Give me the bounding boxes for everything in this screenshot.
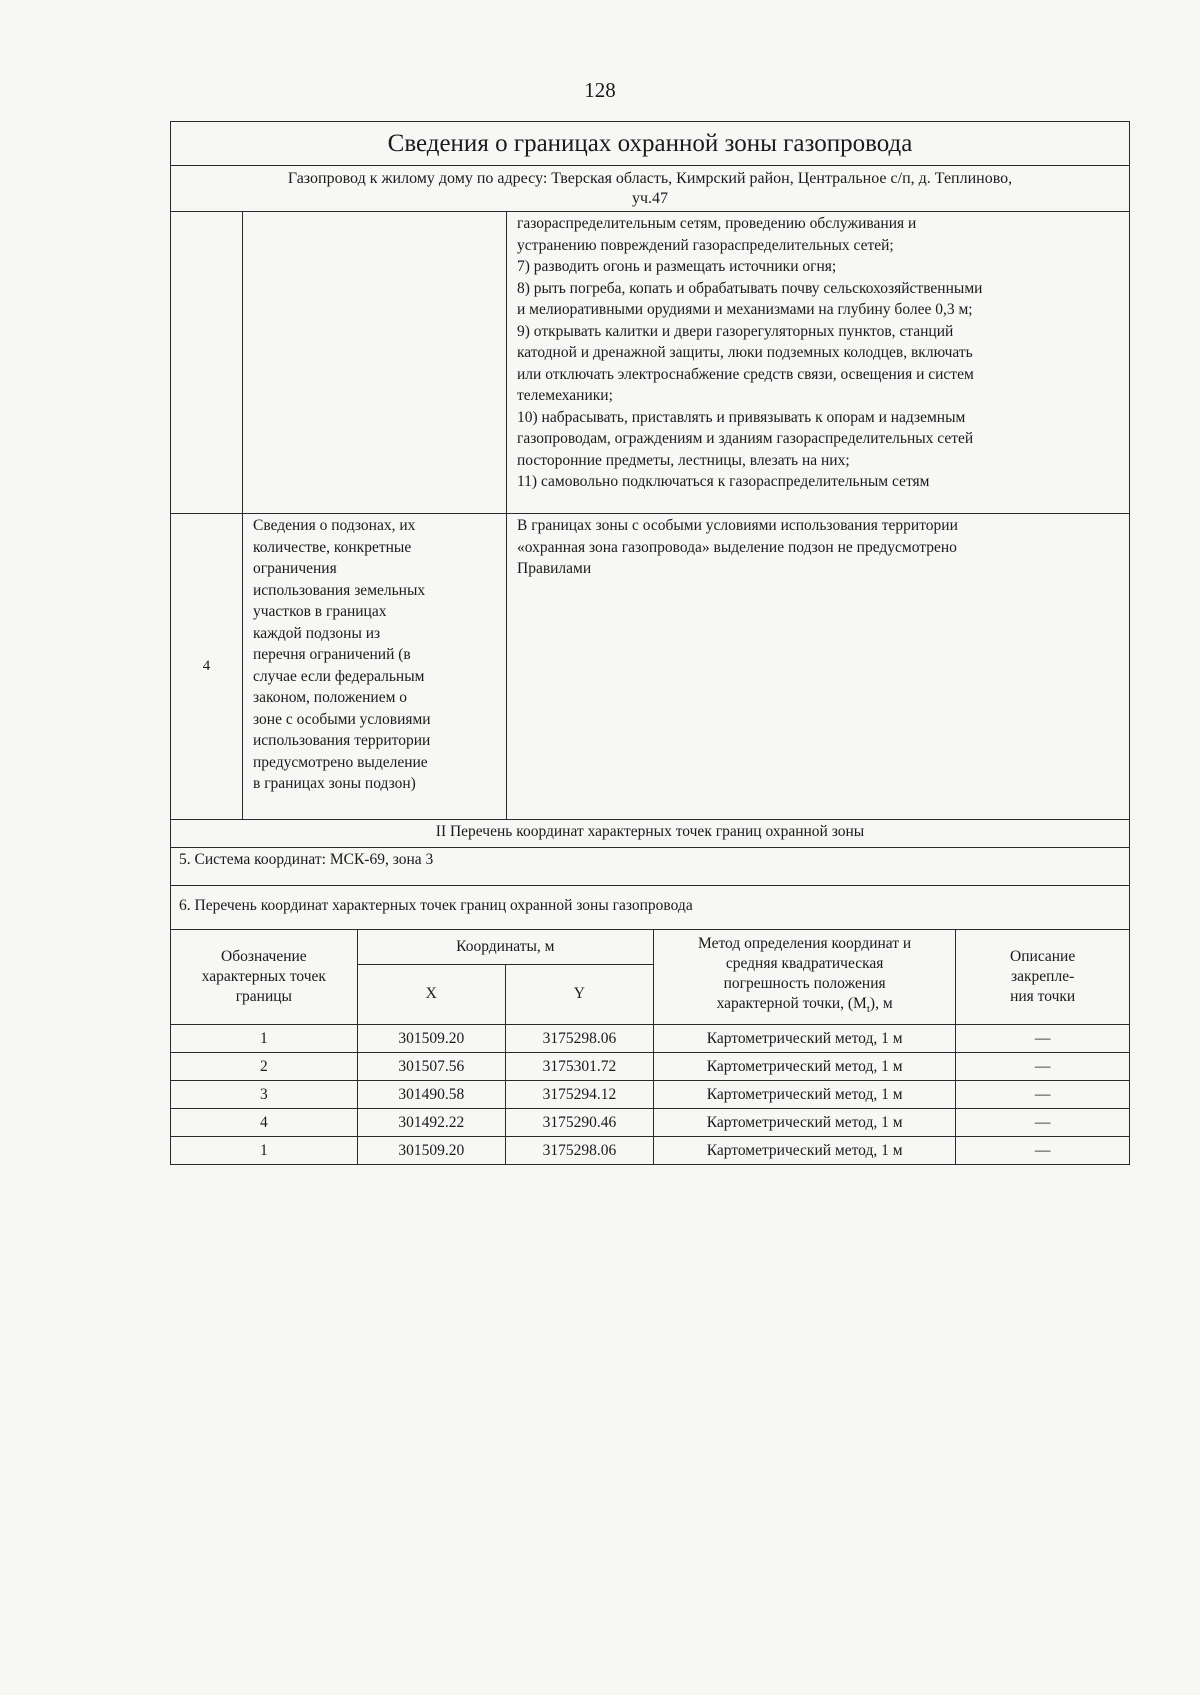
sheet-title: Сведения о границах охранной зоны газопровода	[171, 122, 1129, 166]
coordinate-list-title: 6. Перечень координат характерных точек границ охранной зоны газопровода	[171, 886, 1129, 930]
table-row	[171, 1024, 1129, 1052]
subzone-text	[507, 514, 1129, 819]
table-row	[171, 1108, 1129, 1136]
text-line: газораспределительным сетям, проведению обслуживания и	[517, 215, 917, 232]
description-dash: —	[1034, 1113, 1051, 1131]
table-row	[171, 1080, 1129, 1108]
subscript: t	[866, 1003, 870, 1016]
header-text: ), м	[869, 995, 893, 1013]
text-line: участков в границах	[253, 603, 387, 620]
header-text: Метод определения координат и	[698, 935, 912, 953]
table-row	[171, 1052, 1129, 1080]
table-row	[171, 1136, 1129, 1164]
text-line: законом, положением о	[253, 689, 408, 706]
description-cell	[956, 1136, 1129, 1164]
row-number-cell: 4	[171, 514, 243, 819]
method-cell: Картометрический метод, 1 м	[653, 1080, 955, 1108]
coordinate-system: 5. Система координат: МСК-69, зона 3	[171, 848, 1129, 886]
x-cell: 301492.22	[357, 1108, 505, 1136]
text-line: телемеханики;	[517, 387, 613, 404]
header-text: погрешность положения	[723, 975, 886, 993]
text-line: 8) рыть погреба, копать и обрабатывать почву сельскохозяйственными	[517, 279, 983, 297]
pipeline-address	[171, 166, 1129, 212]
subzone-row	[171, 514, 1129, 820]
header-text: Обозначение	[221, 947, 307, 965]
text-line: устранению повреждений газораспределительных сетей;	[517, 236, 894, 254]
subzone-label	[243, 514, 507, 819]
text-line: катодной и дренажной защиты, люки подземных колодцев, включать	[517, 344, 973, 361]
text-line: количестве, конкретные	[253, 538, 412, 556]
point-cell: 1	[171, 1024, 357, 1052]
protection-zone-sheet	[170, 121, 1130, 1165]
header-text: границы	[235, 987, 292, 1005]
text-line: В границах зоны с особыми условиями использования территории	[517, 517, 958, 534]
text-line: Сведения о подзонах, их	[253, 517, 416, 534]
header-text: ния точки	[1010, 987, 1076, 1005]
text-line: Правилами	[517, 560, 592, 577]
address-line: уч.47	[631, 190, 669, 207]
header-method	[653, 930, 955, 1024]
header-description	[956, 930, 1129, 1024]
address-line: Газопровод к жилому дому по адресу: Тверская область, Кимрский район, Центральное с/п, д. Теплиново,	[287, 170, 1013, 187]
text-line: использования земельных	[253, 581, 426, 599]
y-cell: 3175298.06	[505, 1024, 653, 1052]
text-line: 7) разводить огонь и размещать источники огня;	[517, 258, 837, 275]
row-label-cell	[243, 212, 507, 513]
x-cell: 301509.20	[357, 1024, 505, 1052]
text-line: «охранная зона газопровода» выделение подзон не предусмотрено	[517, 538, 957, 556]
description-dash: —	[1034, 1085, 1051, 1103]
coordinates-table-wrap	[171, 930, 1129, 1164]
header-y: Y	[505, 964, 653, 1024]
header-text: закрепле-	[1011, 967, 1075, 985]
text-line: предусмотрено выделение	[253, 753, 428, 771]
header-text: средняя квадратическая	[725, 955, 884, 973]
description-dash: —	[1034, 1057, 1051, 1075]
description-dash: —	[1034, 1029, 1051, 1047]
point-cell: 2	[171, 1052, 357, 1080]
method-cell: Картометрический метод, 1 м	[653, 1024, 955, 1052]
description-cell	[956, 1024, 1129, 1052]
text-line: случае если федеральным	[253, 667, 425, 685]
y-cell: 3175290.46	[505, 1108, 653, 1136]
restrictions-continued-row	[171, 212, 1129, 514]
text-line: в границах зоны подзон)	[253, 775, 416, 792]
point-cell: 1	[171, 1136, 357, 1164]
header-point	[171, 930, 357, 1024]
x-cell: 301507.56	[357, 1052, 505, 1080]
point-cell: 3	[171, 1080, 357, 1108]
x-cell: 301490.58	[357, 1080, 505, 1108]
description-cell	[956, 1080, 1129, 1108]
description-dash: —	[1034, 1141, 1051, 1159]
text-line: использования территории	[253, 732, 431, 749]
method-cell: Картометрический метод, 1 м	[653, 1136, 955, 1164]
text-line: каждой подзоны из	[253, 624, 381, 642]
text-line: перечня ограничений (в	[253, 646, 411, 663]
x-cell: 301509.20	[357, 1136, 505, 1164]
page-number: 128	[584, 78, 616, 102]
point-cell: 4	[171, 1108, 357, 1136]
text-line: газопроводам, ограждениям и зданиям газораспределительных сетей	[517, 430, 974, 447]
restrictions-text	[507, 212, 1129, 513]
description-cell	[956, 1052, 1129, 1080]
header-x: X	[357, 964, 505, 1024]
text-line: 11) самовольно подключаться к газораспределительным сетям	[517, 473, 930, 490]
y-cell: 3175294.12	[505, 1080, 653, 1108]
y-cell: 3175298.06	[505, 1136, 653, 1164]
text-line: 9) открывать калитки и двери газорегуляторных пунктов, станций	[517, 322, 954, 340]
y-cell: 3175301.72	[505, 1052, 653, 1080]
text-line: и мелиоративными орудиями и механизмами на глубину более 0,3 м;	[517, 301, 973, 318]
text-line: или отключать электроснабжение средств связи, освещения и систем	[517, 365, 974, 383]
coordinates-table	[171, 930, 1129, 1164]
method-cell: Картометрический метод, 1 м	[653, 1108, 955, 1136]
description-cell	[956, 1108, 1129, 1136]
text-line: 10) набрасывать, приставлять и привязывать к опорам и надземным	[517, 408, 966, 426]
header-coordinates: Координаты, м	[357, 930, 653, 964]
header-text: характерных точек	[201, 967, 326, 985]
text-line: ограничения	[253, 560, 337, 577]
text-line: зоне с особыми условиями	[253, 710, 431, 728]
header-text: Описание	[1010, 947, 1076, 965]
header-text: характерной точки, (M	[716, 995, 867, 1013]
text-line: посторонние предметы, лестницы, влезать на них;	[517, 451, 850, 469]
method-cell: Картометрический метод, 1 м	[653, 1052, 955, 1080]
section-heading: II Перечень координат характерных точек границ охранной зоны	[171, 820, 1129, 848]
row-number-cell	[171, 212, 243, 513]
header-text	[658, 994, 951, 1019]
